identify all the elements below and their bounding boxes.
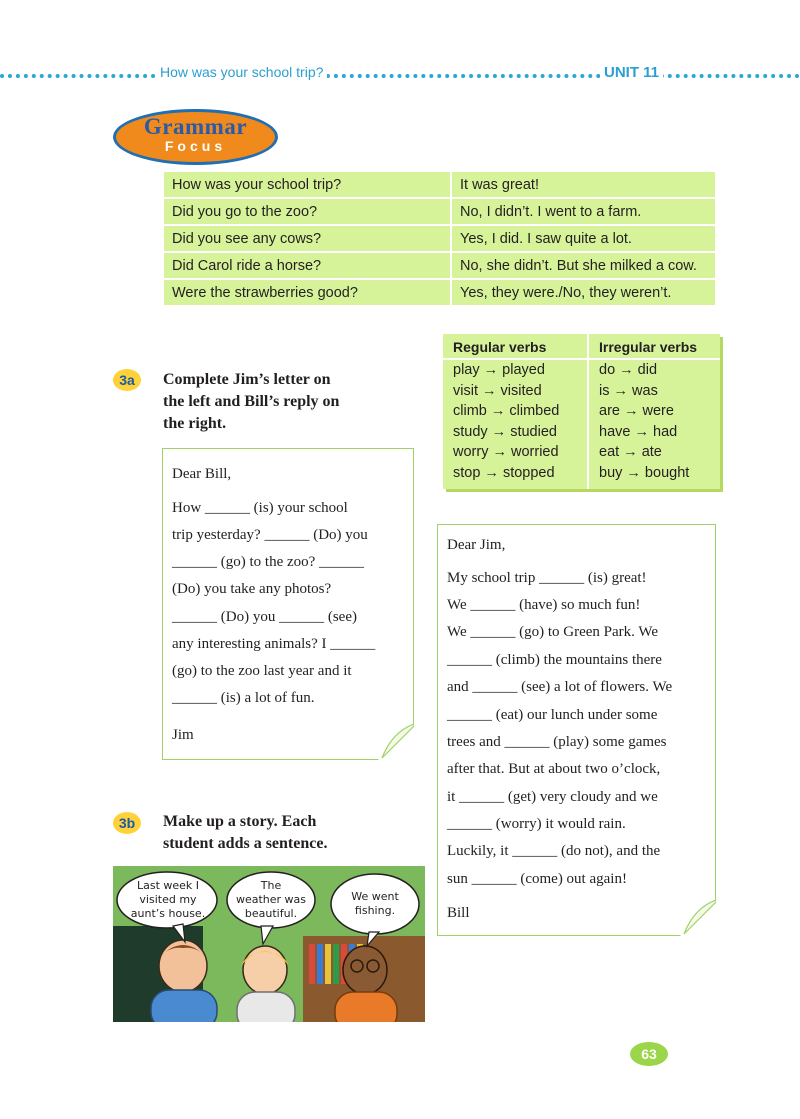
bubble-line: Last week I [136,879,200,892]
exercise-3b-instruction [163,811,327,855]
letter-line[interactable]: trip yesterday? ______ (Do) you [172,527,368,543]
instruction-line: Complete Jim’s letter on [163,371,331,388]
answer-cell: Yes, I did. I saw quite a lot. [451,225,716,252]
table-row [163,198,716,225]
regular-verb: play → played [453,362,545,378]
question-cell: How was your school trip? [163,171,451,198]
grammar-focus-subtitle: Focus [164,138,227,154]
letter-line[interactable]: (Do) you take any photos? [172,581,332,597]
comic-illustration [113,866,425,1022]
speech-bubble-2 [227,879,315,921]
table-row [163,279,716,306]
exercise-3b-badge: 3b [113,812,141,834]
instruction-line: the right. [163,415,227,432]
header-dotted-rule [0,74,800,78]
letter-signature: Bill [447,905,470,921]
letter-line[interactable]: ______ (worry) it would rain. [447,816,626,832]
irregular-verbs-column [589,334,720,489]
letter-line[interactable]: after that. But at about two o’clock, [447,761,661,777]
letter-line[interactable]: ______ (climb) the mountains there [447,652,662,668]
jim-letter [162,448,414,760]
instruction-line: the left and Bill’s reply on [163,393,340,410]
question-cell: Were the strawberries good? [163,279,451,306]
bubble-line: beautiful. [244,907,298,920]
irregular-verb: are → were [599,403,674,419]
regular-verb: climb → climbed [453,403,560,419]
regular-verb: visit → visited [453,382,542,399]
table-row [163,225,716,252]
letter-line[interactable]: Luckily, it ______ (do not), and the [447,843,661,859]
letter-line[interactable]: My school trip ______ (is) great! [447,570,647,586]
question-cell: Did you go to the zoo? [163,198,451,225]
exercise-3a-instruction [163,369,339,435]
answer-cell: Yes, they were./No, they weren’t. [451,279,716,306]
page-curl-icon [378,724,414,760]
speech-bubble-1 [123,879,213,921]
grammar-focus-table [162,170,717,307]
question-cell: Did you see any cows? [163,225,451,252]
regular-verb: stop → stopped [453,464,555,481]
bubble-line: We went [351,890,399,903]
bubble-line: The [260,879,282,892]
answer-cell: It was great! [451,171,716,198]
irregular-verb: buy → bought [599,464,690,481]
letter-salutation: Dear Bill, [172,466,232,482]
letter-line[interactable]: sun ______ (come) out again! [447,871,627,887]
regular-verb: study → studied [453,423,557,440]
letter-line[interactable]: ______ (is) a lot of fun. [172,690,315,706]
header-lesson-title: How was your school trip? [156,64,327,80]
letter-line[interactable]: and ______ (see) a lot of flowers. We [447,679,673,695]
bill-letter [437,524,716,936]
irregular-verb: is → was [599,382,658,399]
grammar-focus-title: Grammar [143,114,248,139]
letter-line[interactable]: ______ (go) to the zoo? ______ [172,554,365,570]
irregular-verbs-header: Irregular verbs [589,334,720,360]
bubble-line: weather was [235,893,307,906]
page-curl-icon [680,900,716,936]
letter-line[interactable]: We ______ (have) so much fun! [447,597,641,613]
regular-verb: worry → worried [453,444,559,460]
regular-verbs-header: Regular verbs [443,334,587,360]
letter-line[interactable]: ______ (eat) our lunch under some [447,707,658,723]
verbs-table [443,334,720,489]
letter-line[interactable]: it ______ (get) very cloudy and we [447,789,658,805]
table-row [163,252,716,279]
letter-line[interactable]: any interesting animals? I ______ [172,636,376,652]
bubble-line: aunt’s house. [130,907,206,920]
exercise-3a-badge: 3a [113,369,141,391]
bubble-line: fishing. [354,904,396,917]
letter-salutation: Dear Jim, [447,537,506,553]
irregular-verb: eat → ate [599,444,662,460]
bubble-line: visited my [139,893,197,906]
irregular-verb: have → had [599,423,678,440]
question-cell: Did Carol ride a horse? [163,252,451,279]
table-row [163,171,716,198]
irregular-verb: do → did [599,362,658,378]
instruction-line: student adds a sentence. [163,835,328,852]
letter-line[interactable]: (go) to the zoo last year and it [172,663,352,679]
letter-signature: Jim [172,727,194,743]
answer-cell: No, she didn’t. But she milked a cow. [451,252,716,279]
speech-bubble-3 [333,890,417,918]
grammar-focus-badge [113,109,278,165]
answer-cell: No, I didn’t. I went to a farm. [451,198,716,225]
regular-verbs-column [443,334,589,489]
header-unit-label: UNIT 11 [600,64,663,81]
instruction-line: Make up a story. Each [163,813,317,830]
letter-line[interactable]: trees and ______ (play) some games [447,734,667,750]
letter-line[interactable]: How ______ (is) your school [172,500,348,516]
page-number: 63 [630,1042,668,1066]
letter-line[interactable]: ______ (Do) you ______ (see) [172,609,357,625]
letter-line[interactable]: We ______ (go) to Green Park. We [447,624,659,640]
